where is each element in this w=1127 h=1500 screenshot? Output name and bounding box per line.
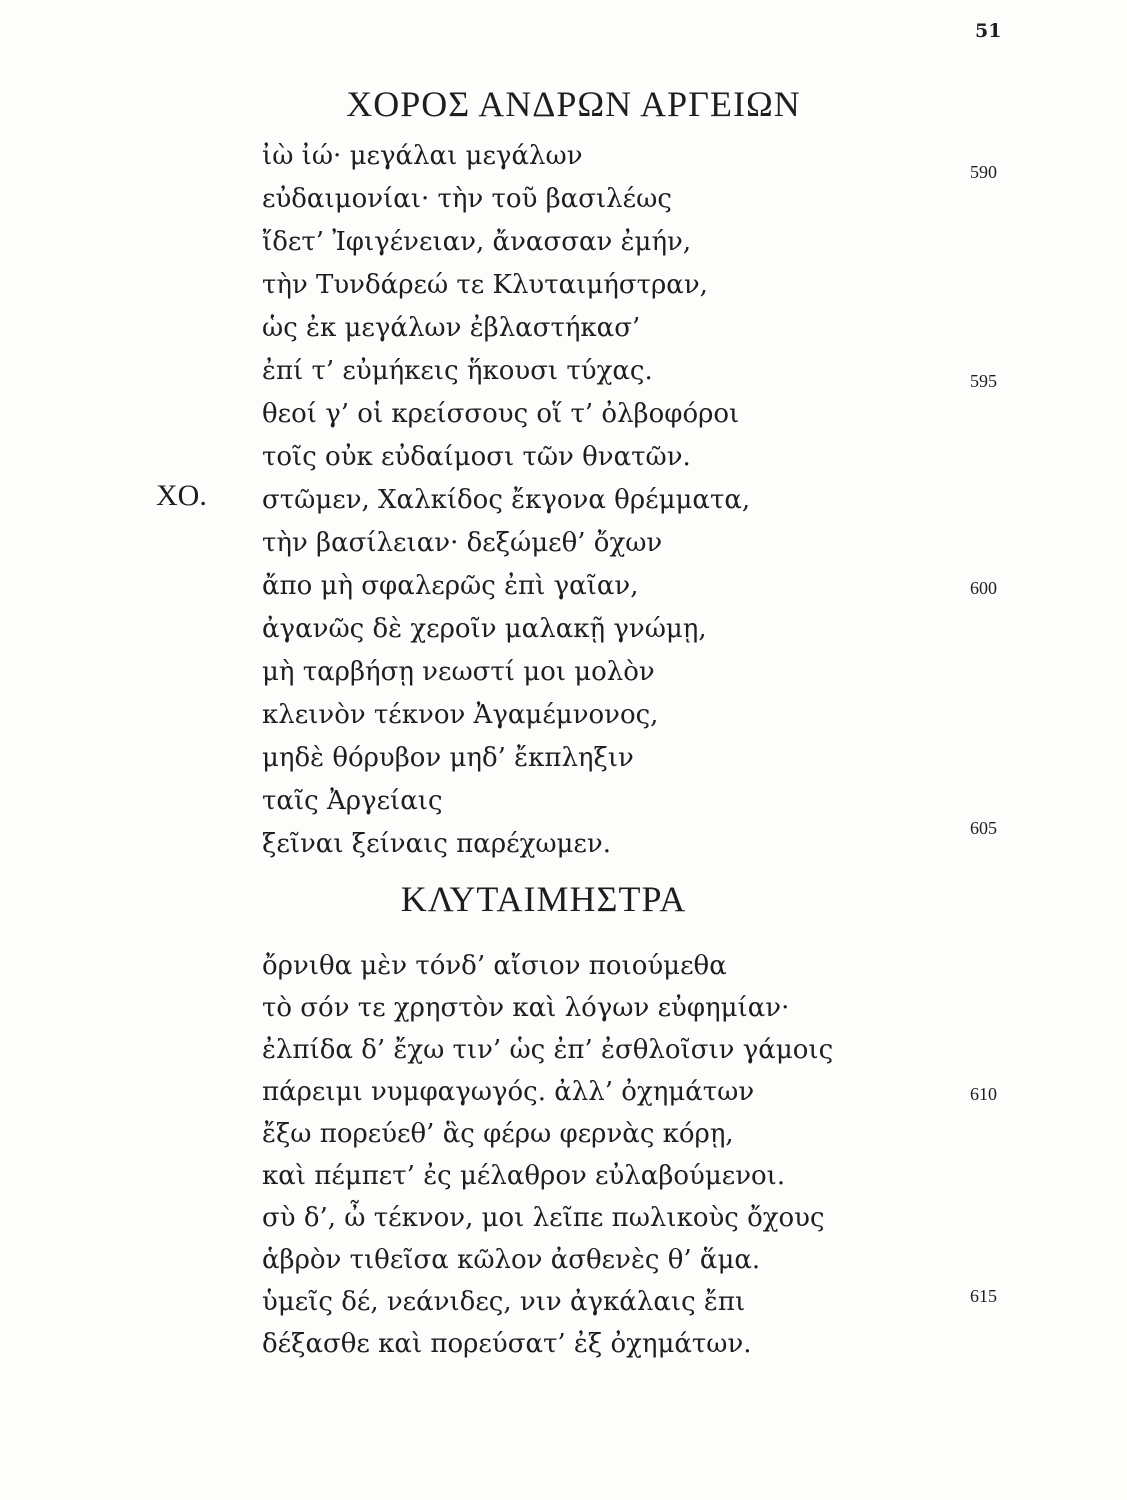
- verse-line: ταῖς Ἀργείαις: [262, 786, 443, 816]
- verse-line: στῶμεν, Χαλκίδος ἔκγονα θρέμματα,: [262, 485, 751, 515]
- verse-line: ἴδετ’ Ἰφιγένειαν, ἄνασσαν ἐμήν,: [262, 227, 692, 257]
- verse-line: σὺ δ’, ὦ τέκνον, μοι λεῖπε πωλικοὺς ὄχους: [262, 1203, 825, 1233]
- verse-line: ὑμεῖς δέ, νεάνιδες, νιν ἀγκάλαις ἔπι: [262, 1287, 746, 1317]
- verse-line: ὄρνιθα μὲν τόνδ’ αἴσιον ποιούμεθα: [262, 951, 727, 981]
- verse-line: ἰὼ ἰώ· μεγάλαι μεγάλων: [262, 141, 583, 171]
- verse-line: ὡς ἐκ μεγάλων ἐβλαστήκασ’: [262, 313, 641, 343]
- verse-line: θεοί γ’ οἱ κρείσσους οἵ τ’ ὀλβοφόροι: [262, 399, 740, 429]
- line-number: 610: [970, 1084, 997, 1104]
- verse-line: κλεινὸν τέκνον Ἀγαμέμνονος,: [262, 700, 659, 730]
- verse-line: δέξασθε καὶ πορεύσατ’ ἐξ ὀχημάτων.: [262, 1329, 752, 1359]
- section-title-chorus: ΧΟΡΟΣ ΑΝΔΡΩΝ ΑΡΓΕΙΩΝ: [346, 84, 801, 124]
- line-number: 615: [970, 1286, 997, 1306]
- verse-line: πάρειμι νυμφαγωγός. ἀλλ’ ὀχημάτων: [262, 1077, 755, 1107]
- verse-line: ἀγανῶς δὲ χεροῖν μαλακῇ γνώμῃ,: [262, 614, 707, 644]
- verse-line: ἐλπίδα δ’ ἔχω τιν’ ὡς ἐπ’ ἐσθλοῖσιν γάμοις: [262, 1035, 834, 1065]
- verse-line: ξεῖναι ξείναις παρέχωμεν.: [262, 829, 611, 859]
- line-number: 605: [970, 818, 997, 838]
- line-number: 600: [970, 578, 997, 598]
- page-number: 51: [975, 20, 1002, 42]
- verse-line: τὸ σόν τε χρηστὸν καὶ λόγων εὐφημίαν·: [262, 993, 790, 1023]
- verse-line: ἁβρὸν τιθεῖσα κῶλον ἀσθενὲς θ’ ἅμα.: [262, 1245, 761, 1275]
- verse-line: ἐπί τ’ εὐμήκεις ἥκουσι τύχας.: [262, 356, 653, 386]
- verse-line: τὴν βασίλειαν· δεξώμεθ’ ὄχων: [262, 528, 663, 558]
- verse-line: εὐδαιμονίαι· τὴν τοῦ βασιλέως: [262, 184, 672, 214]
- section-title-clytemnestra: ΚΛΥΤΑΙΜΗΣΤΡΑ: [400, 879, 687, 919]
- line-number: 595: [970, 371, 997, 391]
- verse-line: καὶ πέμπετ’ ἐς μέλαθρον εὐλαβούμενοι.: [262, 1161, 786, 1191]
- verse-line: μηδὲ θόρυβον μηδ’ ἔκπληξιν: [262, 743, 634, 773]
- verse-line: τοῖς οὐκ εὐδαίμοσι τῶν θνατῶν.: [262, 442, 691, 472]
- speaker-label: ΧΟ.: [156, 479, 207, 512]
- verse-line: τὴν Τυνδάρεώ τε Κλυταιμήστραν,: [262, 270, 708, 300]
- verse-line: ἔξω πορεύεθ’ ἃς φέρω φερνὰς κόρῃ,: [262, 1119, 734, 1149]
- verse-line: ἄπο μὴ σφαλερῶς ἐπὶ γαῖαν,: [262, 571, 639, 601]
- line-number: 590: [970, 162, 997, 182]
- verse-line: μὴ ταρβήσῃ νεωστί μοι μολὸν: [262, 657, 655, 687]
